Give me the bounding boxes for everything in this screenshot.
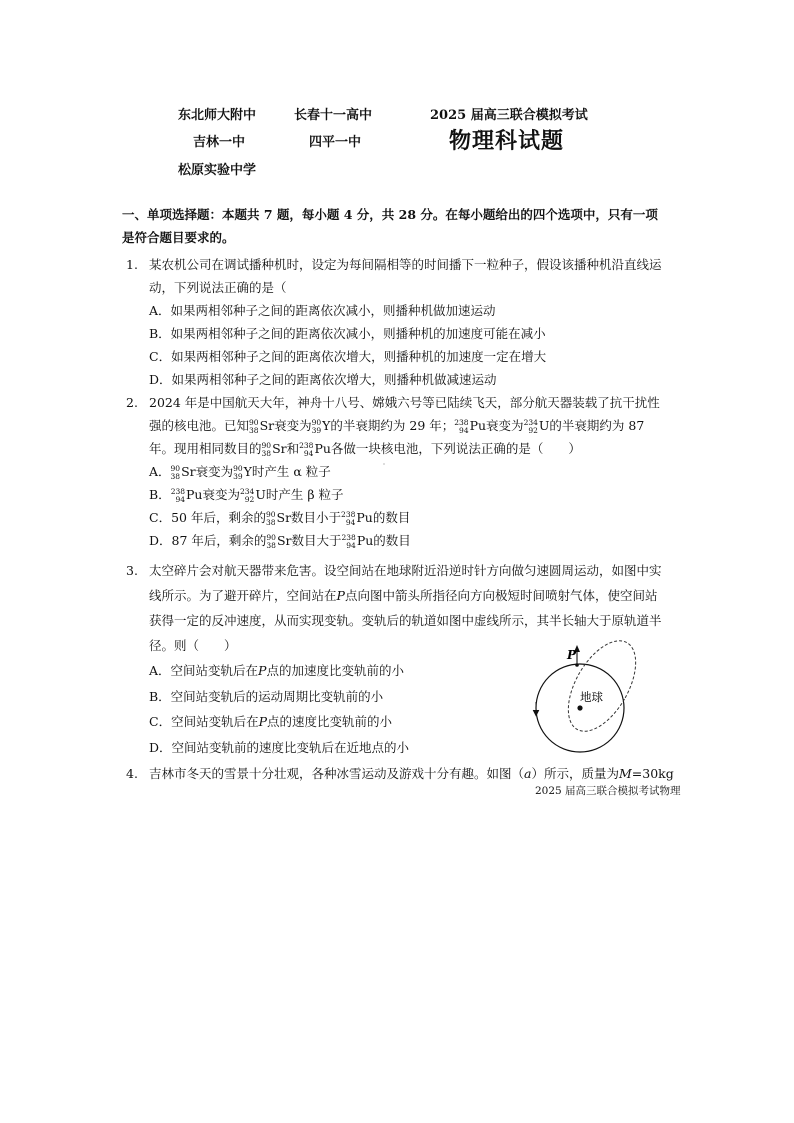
stem-text: Pu衰变为: [469, 418, 524, 433]
orbit-figure: [530, 634, 670, 762]
stem-text: =30kg: [631, 766, 674, 781]
mass-number: 234: [523, 417, 538, 427]
mass-number: 238: [299, 440, 314, 450]
question-stem: [149, 762, 674, 785]
option-text: Sr数目大于: [276, 533, 342, 548]
option-text: Sr衰变为: [181, 464, 234, 479]
atomic-number: 92: [528, 425, 538, 435]
option-text: A．空间站变轨后在: [149, 663, 259, 678]
atomic-number: 38: [261, 448, 272, 458]
option-text: U时产生 β 粒子: [255, 487, 344, 502]
earth-label: 地球: [580, 690, 603, 704]
mass-number: 238: [341, 532, 356, 542]
nuclide-sr: [171, 465, 181, 481]
stem-text: 2024 年是中国航天大年，神舟十八号、嫦娥六号等已陆续飞天，部分航天器装载了抗干扰性强的核电池。已知: [149, 395, 660, 433]
nuclide-sr: [249, 419, 259, 435]
nuclide-pu: [299, 442, 313, 458]
atomic-number: 94: [459, 425, 469, 435]
atomic-number: 94: [175, 494, 186, 504]
option-text: 点的速度比变轨前的小: [267, 714, 393, 729]
exam-name: 2025 届高三联合模拟考试: [430, 108, 588, 123]
mass-number: 90: [265, 509, 276, 519]
mass-symbol: M: [618, 766, 632, 781]
stem-text: ）所示，质量为: [531, 766, 619, 781]
option-text: A．: [149, 464, 171, 479]
mass-number: 238: [341, 509, 356, 519]
option-d: D．如果两相邻种子之间的距离依次增大，则播种机做减速运动: [149, 372, 497, 387]
question-number: 3.: [126, 563, 138, 578]
option-b: B．空间站变轨后的运动周期比变轨前的小: [149, 688, 384, 704]
nuclide-pu: [171, 488, 185, 504]
atomic-number: 94: [345, 517, 356, 527]
option-c: [122, 506, 662, 529]
school-name-2: 长春十一高中: [294, 108, 373, 123]
mass-number: 238: [454, 417, 469, 427]
stem-text: 点向图中箭头所指径向方向极短时间喷射气体，使空间站获得一定的反冲速度，从而实现变轨。变轨后的轨道如图中虚线所示，其半长轴大于原轨道半径。则（ ）: [149, 588, 662, 653]
question-stem: [149, 391, 662, 460]
atomic-number: 38: [265, 517, 276, 527]
atomic-number: 94: [346, 540, 356, 550]
stem-text: Sr衰变为: [259, 418, 312, 433]
mass-number: 90: [261, 440, 272, 450]
school-name-5: 松原实验中学: [178, 163, 257, 178]
atomic-number: 38: [266, 540, 276, 550]
stem-text: 太空碎片会对航天器带来危害。设空间站在地球附近沿逆时针方向做匀速圆周运动，如图中实线所示。为了避开碎片，空间站在: [149, 563, 662, 603]
option-c: C．如果两相邻种子之间的距离依次增大，则播种机的加速度一定在增大: [149, 349, 547, 364]
mass-number: 234: [239, 486, 255, 496]
option-text: Pu衰变为: [186, 487, 240, 502]
atomic-number: 38: [170, 471, 181, 481]
figure-ref: a: [524, 766, 532, 781]
mass-number: 90: [311, 417, 322, 427]
atomic-number: 39: [233, 471, 243, 481]
nuclide-sr: [266, 534, 276, 550]
point-symbol: P: [336, 588, 345, 603]
page-footer: 2025 届高三联合模拟考试物理: [535, 785, 681, 797]
mass-number: 90: [249, 417, 259, 427]
option-text: B．: [149, 487, 171, 502]
option-text: 点的加速度比变轨前的小: [266, 663, 404, 678]
mass-number: 238: [170, 486, 186, 496]
question-1: [122, 253, 662, 299]
atomic-number: 39: [311, 425, 322, 435]
stem-text: 吉林市冬天的雪景十分壮观，各种冰雪运动及游戏十分有趣。如图（: [149, 766, 525, 781]
option-text: C．50 年后，剩余的: [149, 510, 266, 525]
scan-artifact: [383, 463, 385, 465]
option-text: Sr数目小于: [276, 510, 342, 525]
option-d: D．空间站变轨前的速度比变轨后在近地点的小: [149, 739, 410, 755]
option-a: [122, 460, 662, 483]
question-4: [122, 762, 674, 785]
nuclide-pu: [342, 534, 356, 550]
stem-text: Sr和: [272, 441, 300, 456]
point-p-label: P: [567, 648, 577, 662]
option-text: C．空间站变轨后在: [149, 714, 259, 729]
option-text: D．87 年后，剩余的: [149, 533, 267, 548]
atomic-number: 94: [303, 448, 314, 458]
atomic-number: 92: [244, 494, 255, 504]
school-name-3: 吉林一中: [193, 135, 246, 150]
section-heading: 一、单项选择题：本题共 7 题，每小题 4 分，共 28 分。在每小题给出的四个选项中，只有一项是符合题目要求的。: [122, 207, 658, 245]
subject-title: 物理科试题: [449, 128, 565, 154]
question-2: [122, 391, 662, 460]
nuclide-pu: [454, 419, 468, 435]
earth-center-dot: [577, 705, 582, 710]
mass-number: 90: [266, 532, 276, 542]
question-number: 1.: [126, 257, 138, 272]
nuclide-y: [312, 419, 322, 435]
option-a: A．如果两相邻种子之间的距离依次减小，则播种机做加速运动: [149, 303, 496, 318]
mass-number: 90: [233, 463, 243, 473]
orbit-diagram: [530, 634, 670, 762]
school-name-1: 东北师大附中: [178, 108, 257, 123]
point-symbol: P: [258, 663, 267, 678]
option-b: [122, 483, 662, 506]
option-text: Y时产生 α 粒子: [243, 464, 331, 479]
nuclide-u: [524, 419, 538, 435]
direction-arrow-icon: [533, 710, 539, 716]
stem-text: Pu各做一块核电池，下列说法正确的是（ ）: [314, 441, 581, 456]
nuclide-pu: [341, 511, 355, 527]
point-symbol: P: [258, 714, 267, 729]
nuclide-y: [233, 465, 243, 481]
stem-text: U的半衰期约为 87 年。现用相同数目的: [149, 418, 645, 456]
atomic-number: 38: [249, 425, 259, 435]
question-number: 4.: [126, 766, 138, 781]
nuclide-sr: [266, 511, 276, 527]
mass-number: 90: [170, 463, 181, 473]
nuclide-sr: [262, 442, 272, 458]
question-number: 2.: [126, 395, 138, 410]
option-b: B．如果两相邻种子之间的距离依次减小，则播种机的加速度可能在减小: [149, 326, 546, 341]
option-d: [122, 529, 662, 552]
option-text: Pu的数目: [356, 510, 411, 525]
option-text: Pu的数目: [356, 533, 411, 548]
school-name-4: 四平一中: [309, 135, 362, 150]
stem-text: Y的半衰期约为 29 年；: [322, 418, 455, 433]
nuclide-u: [240, 488, 254, 504]
question-stem: 某农机公司在调试播种机时，设定为每间隔相等的时间播下一粒种子，假设该播种机沿直线运动，下列说法正确的是（: [149, 257, 662, 295]
